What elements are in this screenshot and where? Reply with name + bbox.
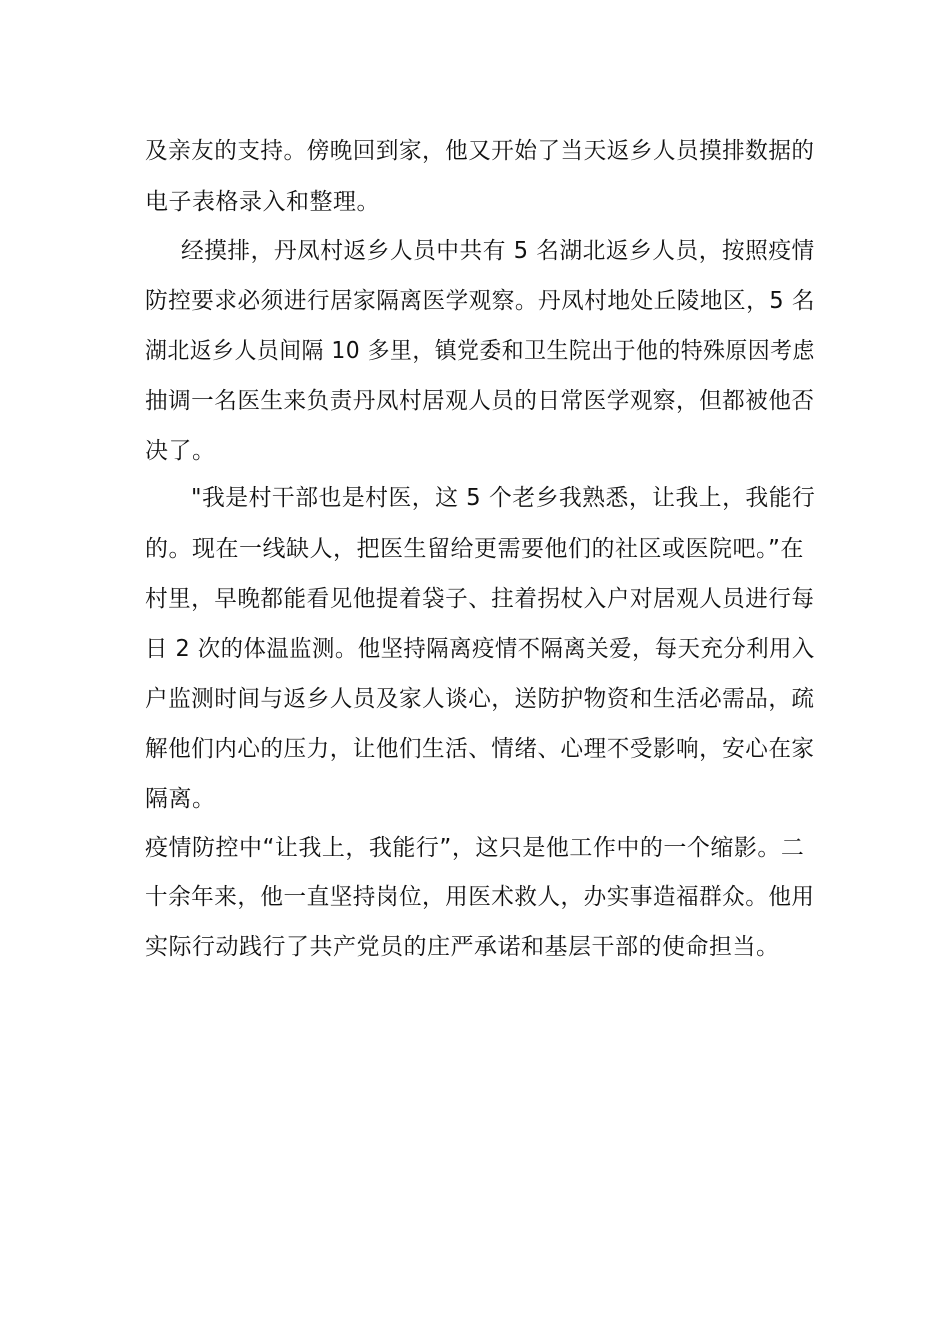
paragraph-line: 抽调一名医生来负责丹凤村居观人员的日常医学观察，但都被他否 [145,388,815,414]
paragraph-line: 湖北返乡人员间隔 10 多里，镇党委和卫生院出于他的特殊原因考虑 [145,338,815,364]
paragraph-line: 防控要求必须进行居家隔离医学观察。丹凤村地处丘陵地区，5 名 [145,288,815,314]
paragraph-line: 日 2 次的体温监测。他坚持隔离疫情不隔离关爱，每天充分利用入 [145,636,815,662]
paragraph-line: 经摸排，丹凤村返乡人员中共有 5 名湖北返乡人员，按照疫情 [181,238,815,264]
paragraph-line: 疫情防控中“让我上，我能行”，这只是他工作中的一个缩影。二 [145,835,805,861]
paragraph-line: 村里，早晚都能看见他提着袋子、拄着拐杖入户对居观人员进行每 [145,586,815,612]
paragraph-line: "我是村干部也是村医，这 5 个老乡我熟悉，让我上，我能行 [191,485,816,511]
paragraph-line: 户监测时间与返乡人员及家人谈心，送防护物资和生活必需品，疏 [145,686,815,712]
paragraph-line: 解他们内心的压力，让他们生活、情绪、心理不受影响，安心在家 [145,736,815,762]
paragraph-line: 电子表格录入和整理。 [145,189,380,215]
paragraph-line: 实际行动践行了共产党员的庄严承诺和基层干部的使命担当。 [145,934,780,960]
paragraph-line: 十余年来，他一直坚持岗位，用医术救人，办实事造福群众。他用 [145,884,815,910]
paragraph-line: 的。现在一线缺人，把医生留给更需要他们的社区或医院吧。”在 [145,536,804,562]
paragraph-line: 隔离。 [145,786,216,812]
paragraph-line: 及亲友的支持。傍晚回到家，他又开始了当天返乡人员摸排数据的 [145,138,815,164]
paragraph-line: 决了。 [145,438,216,464]
